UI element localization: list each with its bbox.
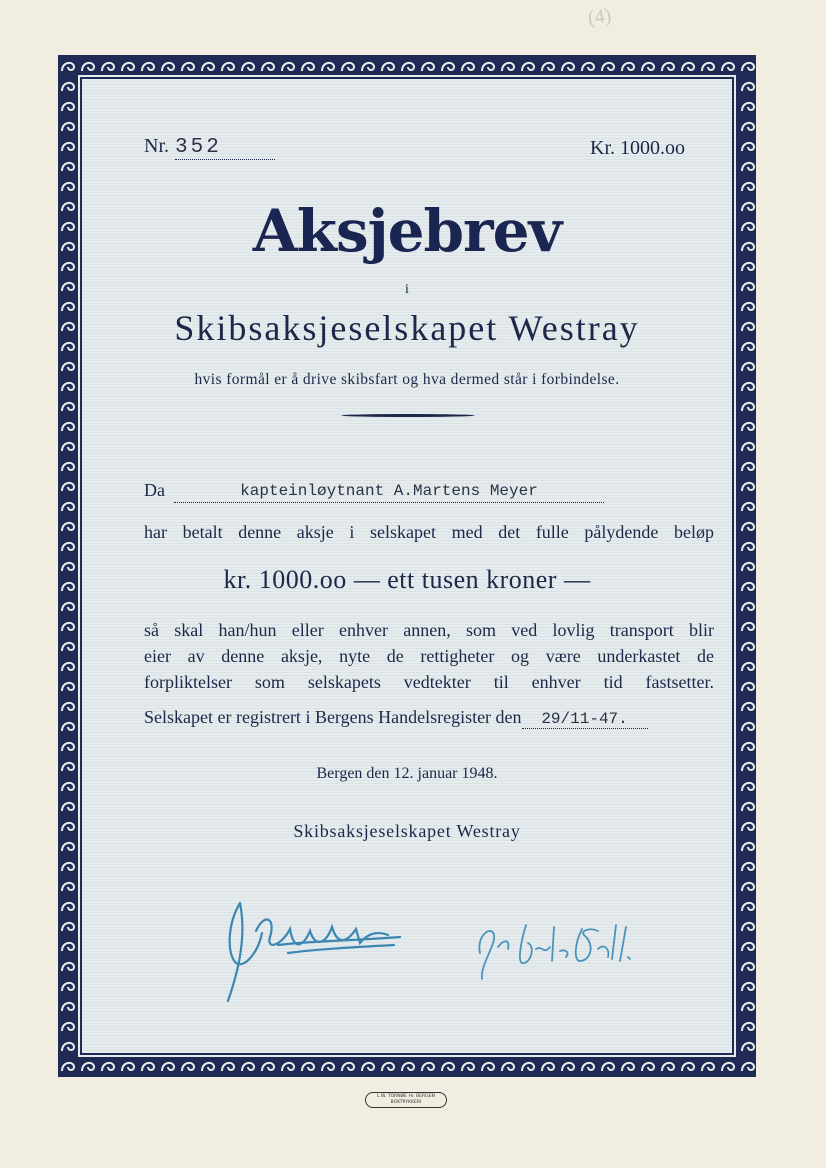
payment-statement: har betalt denne aksje i selskapet med det fulle pålydende beløp (144, 522, 714, 542)
company-name: Skibsaksjeselskapet Westray (174, 308, 640, 348)
nominal-amount: Kr. 1000.oo (590, 137, 685, 159)
left-signature (218, 883, 418, 1013)
corner-pencil-mark: (4) (586, 4, 613, 30)
certificate-panel (78, 75, 736, 1057)
certificate-number-row (144, 135, 275, 160)
document-title: Aksjebrev (252, 197, 562, 265)
holder-label: Da (144, 480, 165, 500)
rights-line: så skal han/hun eller enhver annen, som ved lovlig transport blir (144, 620, 714, 640)
company-purpose: hvis formål er å drive skibsfart og hva dermed står i forbindelse. (194, 371, 620, 388)
title-connector: i (405, 282, 409, 297)
registry-text: Selskapet er registrert i Bergens Handelsregister den (144, 707, 522, 727)
ornamental-divider (341, 414, 475, 417)
certificate-frame (58, 55, 756, 1077)
number-label: Nr. (144, 135, 169, 157)
certificate-number: 352 (175, 136, 275, 160)
rights-line: eier av denne aksje, nyte de rettigheter og være underkastet de (144, 646, 714, 666)
printer-mark: L.W. TORNØE Hr. BERGEN BOKTRYKKERI (365, 1092, 447, 1108)
rights-line: forpliktelser som selskapets vedtekter til enhver tid fastsetter. (144, 672, 714, 692)
right-signature (470, 905, 650, 985)
registry-row (144, 707, 648, 729)
rights-paragraph (144, 617, 714, 695)
amount-in-words: kr. 1000.oo — ett tusen kroner — (223, 565, 591, 594)
registry-date: 29/11-47. (522, 710, 648, 729)
holder-row (144, 480, 714, 501)
place-and-date: Bergen den 12. januar 1948. (316, 765, 498, 782)
signatory-company: Skibsaksjeselskapet Westray (293, 821, 521, 841)
holder-name: kapteinløytnant A.Martens Meyer (174, 480, 604, 503)
